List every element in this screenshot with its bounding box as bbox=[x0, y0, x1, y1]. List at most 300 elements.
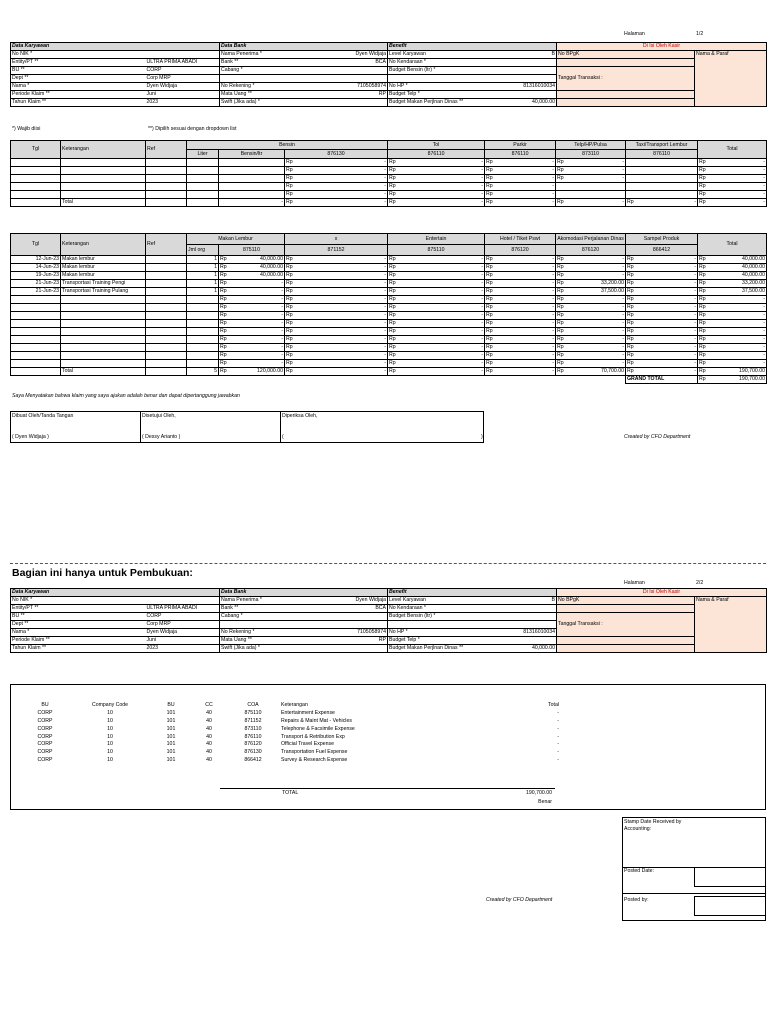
coa-cell: 10 bbox=[107, 710, 113, 717]
akom-cell bbox=[556, 328, 626, 336]
disetujui-label: Disetujui Oleh, bbox=[142, 413, 176, 419]
table-row bbox=[11, 51, 767, 59]
ket-cell bbox=[61, 191, 146, 199]
amount-value: 40,000.00 bbox=[741, 256, 766, 262]
rp-label: Rp bbox=[486, 360, 493, 366]
tol-cell bbox=[388, 199, 485, 207]
claim-statement: Saya Menyatakan bahwa klaim yang saya ajukan adalah benar dan dapat dipertanggung jawabkan bbox=[12, 393, 240, 399]
amount-value: - bbox=[694, 256, 697, 262]
amount-dash: - bbox=[384, 175, 387, 181]
table-row bbox=[11, 597, 767, 605]
total-cell bbox=[698, 344, 767, 352]
rp-label: Rp bbox=[627, 199, 634, 205]
amount-value: 33,200.00 bbox=[600, 280, 625, 286]
x-cell bbox=[285, 272, 388, 280]
telp-cell bbox=[556, 175, 626, 183]
nama-paraf-label: Nama & Paraf bbox=[695, 51, 767, 107]
rp-label: Rp bbox=[557, 167, 564, 173]
rp-label: Rp bbox=[220, 272, 227, 278]
amount-value: 37,500.00 bbox=[741, 288, 766, 294]
kasir-blank bbox=[557, 645, 695, 653]
rp-label: Rp bbox=[486, 272, 493, 278]
org-cell bbox=[187, 360, 219, 368]
total-cell bbox=[698, 296, 767, 304]
makan-cell bbox=[219, 272, 285, 280]
amount-value: - bbox=[384, 328, 387, 334]
rp-label: Rp bbox=[627, 328, 634, 334]
amount-dash: - bbox=[481, 191, 484, 197]
hotel-cell bbox=[485, 280, 556, 288]
amount-dash: - bbox=[481, 167, 484, 173]
col-hotel: Hotel / Tiket Pswt bbox=[485, 234, 556, 245]
rp-label: Rp bbox=[486, 256, 493, 262]
table-row bbox=[20, 718, 560, 726]
col-akomodasi: Akomodasi Perjalanan Dinas bbox=[556, 234, 626, 245]
rp-label: Rp bbox=[557, 312, 564, 318]
akom-cell bbox=[556, 344, 626, 352]
bank-value: RP bbox=[287, 637, 388, 645]
sub-coa: 866412 bbox=[626, 245, 698, 256]
rp-label: Rp bbox=[557, 288, 564, 294]
bank-label: Bank ** bbox=[220, 605, 287, 613]
coa-cell: 40 bbox=[206, 725, 212, 732]
ref-cell bbox=[146, 280, 187, 288]
tol-cell bbox=[388, 159, 485, 167]
table-row bbox=[20, 733, 560, 741]
amount-value: - bbox=[281, 296, 284, 302]
sampel-cell bbox=[626, 264, 698, 272]
col-total: Total bbox=[698, 234, 767, 256]
bank-label: Nama Penerima * bbox=[220, 597, 287, 605]
col-makan-lembur: Makan Lembur bbox=[187, 234, 285, 245]
created-by-2: Created by CFO Department bbox=[486, 897, 553, 903]
entertain-cell bbox=[388, 304, 485, 312]
amount-value: - bbox=[384, 312, 387, 318]
benefit-value bbox=[488, 605, 557, 613]
karyawan-label: No NIK * bbox=[11, 597, 146, 605]
tgl-cell bbox=[11, 336, 61, 344]
makan-cell bbox=[219, 328, 285, 336]
amount-value: - bbox=[622, 256, 625, 262]
coa-cell: - bbox=[557, 710, 559, 717]
header-table-2 bbox=[10, 588, 767, 653]
sampel-cell bbox=[626, 320, 698, 328]
entertain-cell bbox=[388, 344, 485, 352]
rp-label: Rp bbox=[699, 280, 706, 286]
tgl-cell: 14-Jun-23 bbox=[11, 264, 61, 272]
table-row bbox=[11, 99, 767, 107]
bank-label: Mata Uang ** bbox=[220, 637, 287, 645]
amount-value: - bbox=[481, 320, 484, 326]
rp-label: Rp bbox=[389, 320, 396, 326]
telp-cell bbox=[556, 199, 626, 207]
rp-label: Rp bbox=[557, 336, 564, 342]
taxi-cell bbox=[626, 159, 698, 167]
rp-label: Rp bbox=[389, 191, 396, 197]
tgl-cell bbox=[11, 320, 61, 328]
amount-dash: - bbox=[481, 183, 484, 189]
table-row bbox=[11, 183, 767, 191]
rp-label: Rp bbox=[557, 272, 564, 278]
karyawan-value: Corp MRP bbox=[146, 75, 220, 83]
rp-label: Rp bbox=[627, 256, 634, 262]
amount-value: - bbox=[552, 344, 555, 350]
liter-cell bbox=[187, 191, 219, 199]
akom-cell bbox=[556, 360, 626, 368]
rp-label: Rp bbox=[389, 304, 396, 310]
sampel-cell bbox=[626, 352, 698, 360]
amount-value: 190,700.00 bbox=[739, 368, 766, 374]
stamp-received-label: Stamp Date Received by Accounting: bbox=[624, 819, 682, 832]
karyawan-label: No NIK * bbox=[11, 51, 146, 59]
table-row bbox=[11, 67, 767, 75]
rp-label: Rp bbox=[486, 328, 493, 334]
karyawan-value: CORP bbox=[146, 67, 220, 75]
rp-label: Rp bbox=[286, 312, 293, 318]
x-cell bbox=[285, 320, 388, 328]
rp-label: Rp bbox=[220, 296, 227, 302]
amount-value: - bbox=[281, 344, 284, 350]
rp-label: Rp bbox=[557, 296, 564, 302]
org-cell: 1 bbox=[187, 272, 219, 280]
benefit-label: Budget Makan Perjlnan Dinas ** bbox=[388, 99, 488, 107]
table-row bbox=[11, 352, 767, 360]
bank-label bbox=[220, 75, 287, 83]
bank-value: BCA bbox=[287, 605, 388, 613]
bensin-cell bbox=[285, 199, 388, 207]
rp-label: Rp bbox=[220, 264, 227, 270]
amount-value: - bbox=[552, 280, 555, 286]
rp-label: Rp bbox=[627, 352, 634, 358]
ket-cell bbox=[61, 296, 146, 304]
coa-cell: 873110 bbox=[244, 725, 262, 732]
rp-label: Rp bbox=[557, 328, 564, 334]
benefit-value bbox=[488, 613, 557, 621]
amount-dash: - bbox=[763, 167, 766, 173]
rp-label: Rp bbox=[286, 256, 293, 262]
coa-cell: CORP bbox=[37, 733, 53, 740]
x-cell bbox=[285, 288, 388, 296]
note-dipilih: **) Dipilih sesuai dengan dropdown list bbox=[148, 126, 237, 132]
benefit-value: B bbox=[488, 597, 557, 605]
x-cell bbox=[285, 312, 388, 320]
sub-coa: 873110 bbox=[556, 150, 626, 159]
entertain-cell bbox=[388, 368, 485, 376]
makan-cell bbox=[219, 280, 285, 288]
coa-cell: - bbox=[557, 733, 559, 740]
rp-label: Rp bbox=[627, 288, 634, 294]
org-cell: 1 bbox=[187, 264, 219, 272]
ref-cell bbox=[146, 199, 187, 207]
telp-cell bbox=[556, 159, 626, 167]
amount-value: - bbox=[281, 360, 284, 366]
rp-label: Rp bbox=[557, 320, 564, 326]
rp-label: Rp bbox=[389, 175, 396, 181]
makan-cell bbox=[219, 312, 285, 320]
karyawan-value: Juni bbox=[146, 637, 220, 645]
ket-cell bbox=[61, 183, 146, 191]
coa-cell: 866412 bbox=[244, 756, 262, 763]
ref-cell bbox=[146, 272, 187, 280]
amount-value: - bbox=[694, 296, 697, 302]
x-cell bbox=[285, 280, 388, 288]
rp-label: Rp bbox=[389, 167, 396, 173]
amount-value: - bbox=[281, 304, 284, 310]
table-row bbox=[20, 741, 560, 749]
table-row bbox=[11, 637, 767, 645]
amount-value: 40,000.00 bbox=[741, 272, 766, 278]
amount-value: - bbox=[552, 288, 555, 294]
benefit-label: Level Karyawan bbox=[388, 51, 488, 59]
akom-cell bbox=[556, 304, 626, 312]
total-cell bbox=[698, 199, 767, 207]
tol-cell bbox=[388, 175, 485, 183]
posted-date-label: Posted Date: bbox=[624, 868, 654, 874]
amount-value: - bbox=[622, 272, 625, 278]
hotel-cell bbox=[485, 296, 556, 304]
amount-dash: - bbox=[384, 191, 387, 197]
coa-cell: - bbox=[557, 756, 559, 763]
rp-label: Rp bbox=[699, 352, 706, 358]
rp-label: Rp bbox=[486, 280, 493, 286]
table-row bbox=[20, 710, 560, 718]
amount-value: - bbox=[763, 360, 766, 366]
telp-cell bbox=[556, 191, 626, 199]
amount-value: - bbox=[552, 352, 555, 358]
tgl-cell bbox=[11, 344, 61, 352]
ref-cell bbox=[146, 312, 187, 320]
coa-cell: 101 bbox=[166, 710, 176, 717]
table-row bbox=[11, 191, 767, 199]
col-total: Total bbox=[698, 141, 767, 159]
grand-total-label: GRAND TOTAL bbox=[626, 376, 698, 384]
sampel-cell bbox=[626, 280, 698, 288]
coa-header: BU bbox=[167, 702, 175, 709]
table-row bbox=[11, 312, 767, 320]
ket-cell: Total bbox=[61, 368, 146, 376]
amount-value: - bbox=[552, 312, 555, 318]
halaman2-label: Halaman bbox=[624, 580, 645, 586]
makan-cell bbox=[219, 344, 285, 352]
col-ref: Ref bbox=[146, 234, 187, 256]
bank-label: Swift (Jika ada) * bbox=[220, 645, 287, 653]
entertain-cell bbox=[388, 336, 485, 344]
rp-label: Rp bbox=[699, 288, 706, 294]
data-karyawan-title: Data Karyawan bbox=[11, 589, 220, 597]
col-bensin: Bensin bbox=[187, 141, 388, 150]
karyawan-label: Periode Klaim ** bbox=[11, 91, 146, 99]
total-cell bbox=[698, 256, 767, 264]
rp-label: Rp bbox=[286, 159, 293, 165]
benefit-label bbox=[388, 75, 488, 83]
coa-total-label: TOTAL bbox=[282, 790, 299, 796]
amount-dash: - bbox=[481, 175, 484, 181]
karyawan-value: Dyen Widjaja bbox=[146, 629, 220, 637]
amount-value: - bbox=[694, 352, 697, 358]
amount-value: - bbox=[481, 272, 484, 278]
grand-total-row bbox=[11, 376, 767, 384]
bensin-ltr-cell bbox=[219, 167, 285, 175]
org-cell bbox=[187, 344, 219, 352]
amount-value: - bbox=[481, 328, 484, 334]
coa-cell: 876130 bbox=[244, 749, 262, 756]
ket-cell bbox=[61, 360, 146, 368]
x-cell bbox=[285, 344, 388, 352]
rp-label: Rp bbox=[220, 336, 227, 342]
rp-label: Rp bbox=[286, 352, 293, 358]
col-entertain: Entertain bbox=[388, 234, 485, 245]
col-tol: Tol bbox=[388, 141, 485, 150]
cut-line bbox=[10, 563, 766, 564]
karyawan-label: Entity/PT ** bbox=[11, 605, 146, 613]
amount-value: 40,000.00 bbox=[741, 264, 766, 270]
rp-label: Rp bbox=[389, 199, 396, 205]
amount-value: - bbox=[281, 312, 284, 318]
halaman2-value: 2/2 bbox=[696, 580, 704, 586]
coa-cell: CORP bbox=[37, 710, 53, 717]
rp-label: Rp bbox=[486, 183, 493, 189]
sampel-cell bbox=[626, 360, 698, 368]
benefit-label: Budget Makan Perjlnan Dinas ** bbox=[388, 645, 488, 653]
org-cell bbox=[187, 336, 219, 344]
ref-cell bbox=[146, 288, 187, 296]
entertain-cell bbox=[388, 312, 485, 320]
diperiksa-close: ) bbox=[481, 434, 483, 440]
x-cell bbox=[285, 296, 388, 304]
amount-dash: - bbox=[694, 199, 697, 205]
taxi-cell bbox=[626, 167, 698, 175]
rp-label: Rp bbox=[627, 312, 634, 318]
total-cell bbox=[698, 336, 767, 344]
ket-cell bbox=[61, 344, 146, 352]
rp-label: Rp bbox=[286, 296, 293, 302]
table-row bbox=[11, 280, 767, 288]
benefit-value: 81316010034 bbox=[488, 83, 557, 91]
table-row bbox=[11, 296, 767, 304]
table-row bbox=[20, 749, 560, 757]
benefit-label: Budget Telp * bbox=[388, 637, 488, 645]
karyawan-label: Tahun Klaim ** bbox=[11, 645, 146, 653]
amount-dash: - bbox=[622, 199, 625, 205]
table-row bbox=[11, 272, 767, 280]
makan-cell bbox=[219, 360, 285, 368]
sub-coa: 876120 bbox=[556, 245, 626, 256]
tol-cell bbox=[388, 191, 485, 199]
kasir-blank bbox=[557, 605, 695, 613]
sub-coa: 876120 bbox=[485, 245, 556, 256]
table-row bbox=[11, 59, 767, 67]
rp-label: Rp bbox=[486, 312, 493, 318]
amount-value: - bbox=[763, 336, 766, 342]
org-cell: 1 bbox=[187, 280, 219, 288]
ref-cell bbox=[146, 320, 187, 328]
amount-dash: - bbox=[763, 191, 766, 197]
entertain-cell bbox=[388, 352, 485, 360]
rp-label: Rp bbox=[286, 336, 293, 342]
rp-label: Rp bbox=[557, 199, 564, 205]
amount-value: - bbox=[552, 368, 555, 374]
ref-cell bbox=[146, 296, 187, 304]
amount-value: - bbox=[481, 296, 484, 302]
table-row bbox=[11, 613, 767, 621]
coa-cell: 10 bbox=[107, 749, 113, 756]
total-cell bbox=[698, 167, 767, 175]
hotel-cell bbox=[485, 344, 556, 352]
posted-by-field[interactable] bbox=[694, 896, 766, 916]
sub-jml-org: Jml org bbox=[187, 245, 219, 256]
rp-label: Rp bbox=[557, 352, 564, 358]
total-cell bbox=[698, 159, 767, 167]
sampel-cell bbox=[626, 256, 698, 264]
sub-coa: 876110 bbox=[485, 150, 556, 159]
rp-label: Rp bbox=[486, 288, 493, 294]
coa-cell: 10 bbox=[107, 741, 113, 748]
rp-label: Rp bbox=[699, 264, 706, 270]
table-row bbox=[11, 368, 767, 376]
x-cell bbox=[285, 336, 388, 344]
rp-label: Rp bbox=[627, 344, 634, 350]
x-cell bbox=[285, 352, 388, 360]
bank-label: Mata Uang ** bbox=[220, 91, 287, 99]
karyawan-label: BU ** bbox=[11, 613, 146, 621]
amount-value: 40,000.00 bbox=[259, 256, 284, 262]
makan-cell bbox=[219, 368, 285, 376]
sub-liter: Liter bbox=[187, 150, 219, 159]
benefit-value bbox=[488, 621, 557, 629]
grand-total-spacer bbox=[11, 376, 626, 384]
amount-value: - bbox=[481, 264, 484, 270]
coa-cell: Repairs & Maint Mat - Vehicles bbox=[281, 717, 352, 724]
bank-label bbox=[220, 621, 287, 629]
karyawan-value: Corp MRP bbox=[146, 621, 220, 629]
akom-cell bbox=[556, 368, 626, 376]
amount-value: - bbox=[763, 344, 766, 350]
amount-value: - bbox=[552, 296, 555, 302]
akom-cell bbox=[556, 280, 626, 288]
amount-value: - bbox=[384, 256, 387, 262]
amount-value: - bbox=[763, 312, 766, 318]
bensin-cell bbox=[285, 159, 388, 167]
rp-label: Rp bbox=[286, 328, 293, 334]
rp-label: Rp bbox=[486, 199, 493, 205]
coa-cell: 10 bbox=[107, 756, 113, 763]
ref-cell bbox=[146, 304, 187, 312]
amount-value: 33,200.00 bbox=[741, 280, 766, 286]
hotel-cell bbox=[485, 328, 556, 336]
x-cell bbox=[285, 328, 388, 336]
amount-value: - bbox=[552, 328, 555, 334]
col-sampel: Sampel Produk bbox=[626, 234, 698, 245]
coa-cell: 10 bbox=[107, 717, 113, 724]
sub-coa: 875110 bbox=[219, 245, 285, 256]
data-bank-title: Data Bank bbox=[220, 43, 388, 51]
rp-label: Rp bbox=[699, 167, 706, 173]
posted-date-field[interactable] bbox=[694, 867, 766, 887]
rp-label: Rp bbox=[286, 360, 293, 366]
rp-label: Rp bbox=[286, 344, 293, 350]
bank-value: 7105058974 bbox=[287, 629, 388, 637]
benefit-label: Budget Bensin (ltr) * bbox=[388, 613, 488, 621]
kasir-blank bbox=[557, 99, 695, 107]
rp-label: Rp bbox=[220, 312, 227, 318]
kasir-blank bbox=[557, 91, 695, 99]
coa-cell: CORP bbox=[37, 717, 53, 724]
karyawan-label: Nama * bbox=[11, 629, 146, 637]
telp-cell bbox=[556, 183, 626, 191]
rp-label: Rp bbox=[699, 183, 706, 189]
col-telp: Telp/HP/Pulsa bbox=[556, 141, 626, 150]
tol-cell bbox=[388, 183, 485, 191]
